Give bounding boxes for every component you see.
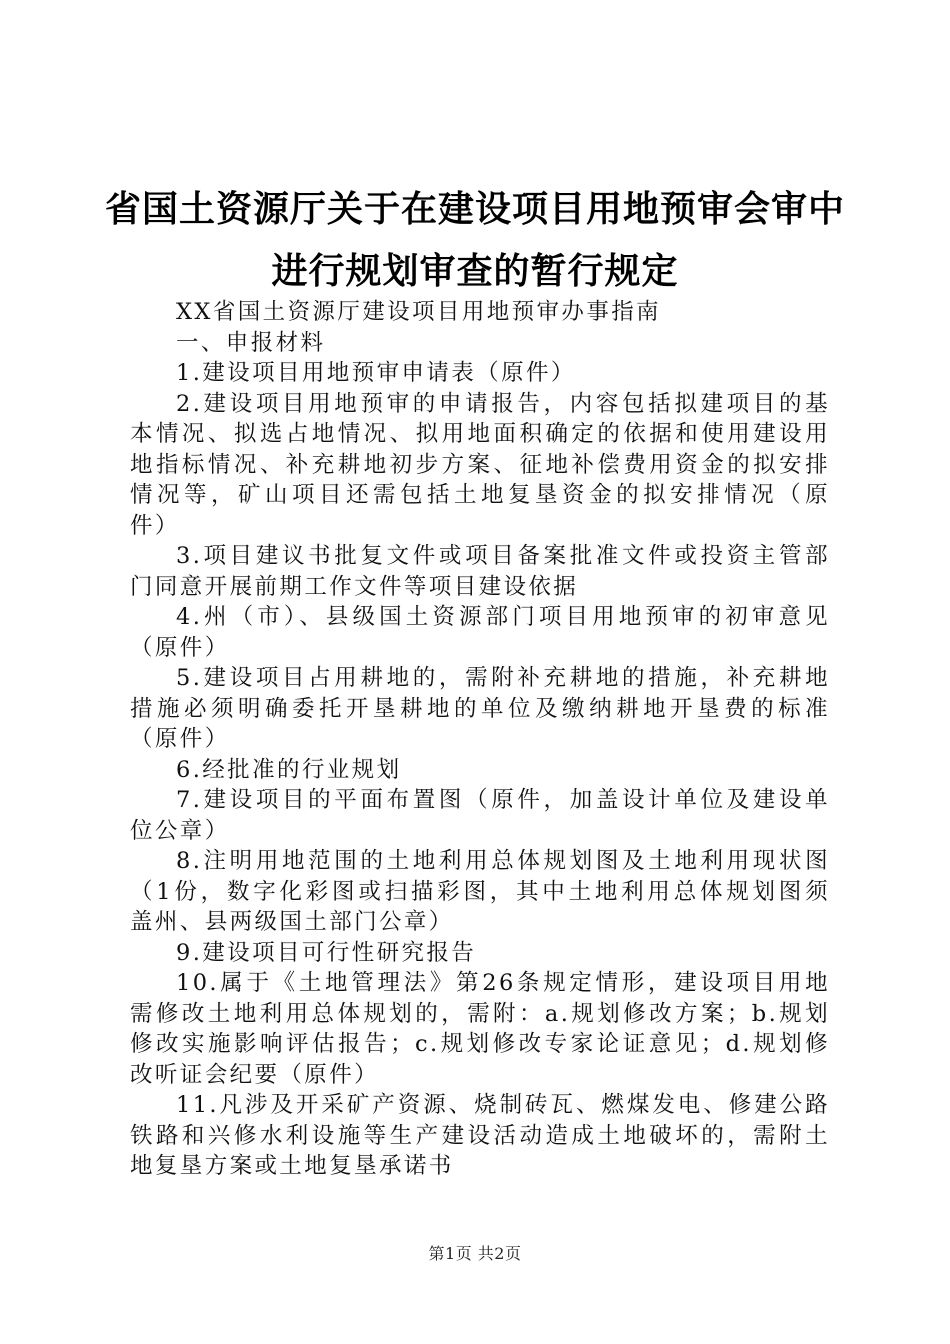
paragraph-line: 位公章） [130, 817, 230, 844]
document-body [130, 297, 830, 1182]
paragraph-line: 6.经批准的行业规划 [176, 756, 402, 783]
paragraph-line: 修改实施影响评估报告；c.规划修改专家论证意见；d.规划修 [130, 1031, 830, 1057]
paragraph-line: 门同意开展前期工作文件等项目建设依据 [130, 573, 579, 600]
document-title-line-1: 省国土资源厅关于在建设项目用地预审会审中 [104, 189, 845, 230]
paragraph-line: 10.属于《土地管理法》第26条规定情形，建设项目用地 [176, 970, 830, 996]
paragraph-line: （原件） [130, 634, 230, 661]
paragraph-line: 11.凡涉及开采矿产资源、烧制砖瓦、燃煤发电、修建公路 [176, 1092, 830, 1118]
paragraph-line: XX省国土资源厅建设项目用地预审办事指南 [176, 299, 662, 325]
paragraph-line: 件） [130, 512, 180, 539]
paragraph-line: 1.建设项目用地预审申请表（原件） [176, 360, 576, 386]
paragraph-line: 3.项目建议书批复文件或项目备案批准文件或投资主管部 [176, 543, 830, 569]
paragraph-line: 9.建设项目可行性研究报告 [176, 939, 477, 966]
document-title-line-2: 进行规划审查的暂行规定 [271, 251, 679, 292]
paragraph-line: 地指标情况、补充耕地初步方案、征地补偿费用资金的拟安排 [130, 451, 830, 478]
paragraph-line: 地复垦方案或土地复垦承诺书 [130, 1153, 454, 1179]
paragraph-line: （原件） [130, 726, 230, 752]
paragraph-line: 2.建设项目用地预审的申请报告，内容包括拟建项目的基 [176, 390, 830, 417]
paragraph-line: 铁路和兴修水利设施等生产建设活动造成土地破坏的，需附土 [130, 1122, 830, 1149]
page-footer: 第1页 共2页 [428, 1244, 522, 1263]
paragraph-line: 4.州（市）、县级国土资源部门项目用地预审的初审意见 [176, 604, 830, 630]
paragraph-line: 本情况、拟选占地情况、拟用地面积确定的依据和使用建设用 [130, 421, 830, 447]
paragraph-line: 改听证会纪要（原件） [130, 1061, 380, 1088]
paragraph-line: （1份，数字化彩图或扫描彩图，其中土地利用总体规划图须 [130, 878, 830, 905]
paragraph-line: 一、申报材料 [176, 329, 326, 356]
paragraph-line: 8.注明用地范围的土地利用总体规划图及土地利用现状图 [176, 848, 830, 874]
paragraph-line: 7.建设项目的平面布置图（原件，加盖设计单位及建设单 [176, 787, 830, 813]
paragraph-line: 需修改土地利用总体规划的，需附：a.规划修改方案；b.规划 [130, 1000, 830, 1027]
paragraph-line: 5.建设项目占用耕地的，需附补充耕地的措施，补充耕地 [176, 665, 830, 691]
paragraph-line: 措施必须明确委托开垦耕地的单位及缴纳耕地开垦费的标准 [130, 695, 830, 722]
paragraph-line: 情况等，矿山项目还需包括土地复垦资金的拟安排情况（原 [130, 482, 830, 508]
paragraph-line: 盖州、县两级国土部门公章） [130, 909, 454, 935]
